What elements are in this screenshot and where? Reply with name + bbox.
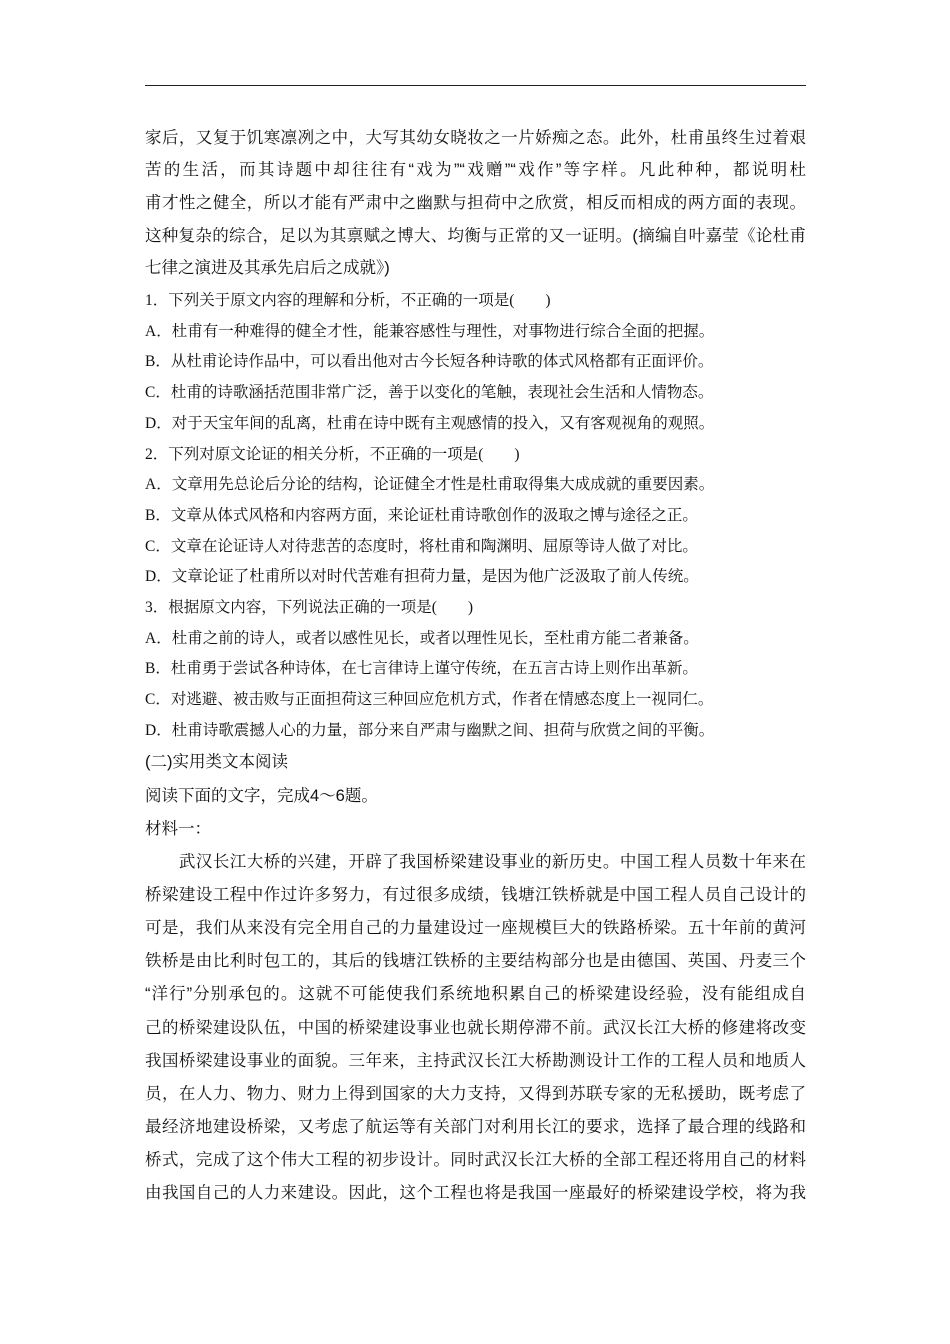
text-line: 员，在人力、物力、财力上得到国家的大力支持，又得到苏联专家的无私援助，既考虑了 xyxy=(145,1084,806,1103)
text-line: 材料一： xyxy=(145,820,211,838)
text-line: 己的桥梁建设队伍，中国的桥梁建设事业也就长期停滞不前。武汉长江大桥的修建将改变 xyxy=(145,1018,806,1037)
question-line: C．对逃避、被击败与正面担荷这三种回应危机方式，作者在情感态度上一视同仁。 xyxy=(145,691,714,709)
text-line: 铁桥是由比利时包工的，其后的钱塘江铁桥的主要结构部分也是由德国、英国、丹麦三个 xyxy=(145,952,806,971)
question-line: C．文章在论证诗人对待悲苦的态度时，将杜甫和陶渊明、屈原等诗人做了对比。 xyxy=(145,537,698,555)
question-line: A．杜甫有一种难得的健全才性，能兼容感性与理性，对事物进行综合全面的把握。 xyxy=(145,322,715,340)
question-line: 3．根据原文内容，下列说法正确的一项是( ) xyxy=(145,599,474,616)
question-line: 2．下列对原文论证的相关分析，不正确的一项是( ) xyxy=(145,445,520,463)
text-line: 家后，又复于饥寒凛冽之中，大写其幼女晓妆之一片娇痴之态。此外，杜甫虽终生过着艰 xyxy=(145,129,806,147)
text-line: 武汉长江大桥的兴建，开辟了我国桥梁建设事业的新历史。中国工程人员数十年来在 xyxy=(145,853,806,871)
text-line: 我国桥梁建设事业的面貌。三年来，主持武汉长江大桥勘测设计工作的工程人员和地质人 xyxy=(145,1051,806,1070)
text-line: 甫才性之健全，所以才能有严肃中之幽默与担荷中之欣赏，相反而相成的两方面的表现。 xyxy=(145,194,806,212)
header-rule xyxy=(145,85,806,86)
question-line: B．从杜甫论诗作品中，可以看出他对古今长短各种诗歌的体式风格都有正面评价。 xyxy=(145,353,714,371)
text-line: 桥梁建设工程中作过许多努力，有过很多成绩，钱塘江铁桥就是中国工程人员自己设计的 xyxy=(145,886,806,905)
text-line: 由我国自己的人力来建设。因此，这个工程也将是我国一座最好的桥梁建设学校，将为我 xyxy=(145,1184,806,1202)
text-line: 阅读下面的文字，完成4～6题。 xyxy=(145,787,378,805)
text-line: 桥式，完成了这个伟大工程的初步设计。同时武汉长江大桥的全部工程还将用自己的材料 xyxy=(145,1150,806,1169)
question-line: D．杜甫诗歌震撼人心的力量，部分来自严肃与幽默之间、担荷与欣赏之间的平衡。 xyxy=(145,721,715,739)
question-line: 1．下列关于原文内容的理解和分析，不正确的一项是( ) xyxy=(145,292,551,309)
question-line: B．杜甫勇于尝试各种诗体，在七言律诗上谨守传统，在五言古诗上则作出革新。 xyxy=(145,660,698,678)
question-line: D．文章论证了杜甫所以对时代苦难有担荷力量，是因为他广泛汲取了前人传统。 xyxy=(145,568,699,586)
text-line: 苦的生活，而其诗题中却往往有“戏为”“戏赠”“戏作”等字样。凡此种种，都说明杜 xyxy=(145,161,806,179)
text-line: 这种复杂的综合，足以为其禀赋之博大、均衡与正常的又一证明。(摘编自叶嘉莹《论杜甫 xyxy=(145,227,806,245)
question-line: C．杜甫的诗歌涵括范围非常广泛，善于以变化的笔触，表现社会生活和人情物态。 xyxy=(145,384,714,402)
question-line: A．文章用先总论后分论的结构，论证健全才性是杜甫取得集大成成就的重要因素。 xyxy=(145,476,715,494)
question-line: B．文章从体式风格和内容两方面，来论证杜甫诗歌创作的汲取之博与途径之正。 xyxy=(145,506,698,524)
text-line: (二)实用类文本阅读 xyxy=(145,753,288,771)
text-line: “洋行”分别承包的。这就不可能使我们系统地积累自己的桥梁建设经验，没有能组成自 xyxy=(145,985,806,1004)
question-line: D．对于天宝年间的乱离，杜甫在诗中既有主观感情的投入，又有客观视角的观照。 xyxy=(145,414,715,432)
text-line: 七律之演进及其承先启后之成就》) xyxy=(145,259,390,277)
question-line: A．杜甫之前的诗人，或者以感性见长，或者以理性见长，至杜甫方能二者兼备。 xyxy=(145,629,699,647)
text-line: 可是，我们从来没有完全用自己的力量建设过一座规模巨大的铁路桥梁。五十年前的黄河 xyxy=(145,919,806,938)
text-line: 最经济地建设桥梁，又考虑了航运等有关部门对利用长江的要求，选择了最合理的线路和 xyxy=(145,1117,806,1136)
